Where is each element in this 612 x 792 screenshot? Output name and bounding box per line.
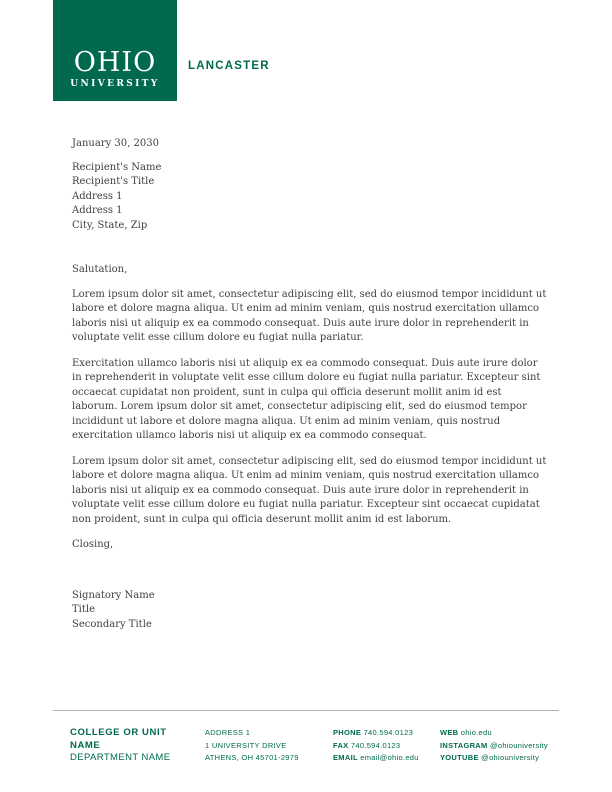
footer-org-column <box>70 727 200 765</box>
footer-online-column <box>440 727 560 765</box>
phone-label: PHONE <box>333 728 362 737</box>
paragraph-1: Lorem ipsum dolor sit amet, consectetur adipiscing elit, sed do eiusmod tempor incididunt ut labore et dolore magna aliqua. Ut enim ad minim veniam, quis nostrud exercitation ullamco laboris nisi ut aliquip ex ea commodo consequat. Duis aute irure dolor in reprehenderit in voluptate velit esse cillum dolore eu fugiat nulla pariatur. <box>72 288 547 343</box>
email-value: email@ohio.edu <box>360 753 419 763</box>
department-name: DEPARTMENT NAME <box>70 752 171 763</box>
recipient-address-line-1: Address 1 <box>72 190 123 202</box>
logo-wordmark-ohio: OHIO <box>73 47 157 78</box>
instagram-label: INSTAGRAM <box>440 740 488 750</box>
youtube-label: YOUTUBE <box>440 753 479 763</box>
recipient-title: Recipient's Title <box>72 176 155 187</box>
recipient-address-line-2: Address 1 <box>72 205 123 216</box>
fax-label: FAX <box>333 740 349 750</box>
footer-phone <box>333 727 433 740</box>
closing: Closing, <box>72 539 114 550</box>
logo-wordmark-university: UNIVERSITY <box>70 79 160 89</box>
paragraph-3: Lorem ipsum dolor sit amet, consectetur adipiscing elit, sed do eiusmod tempor incididunt ut labore et dolore magna aliqua. Ut enim ad minim veniam, quis nostrud exercitation ullamco laboris nisi ut aliquip ex ea commodo consequat. Duis aute irure dolor in reprehenderit in voluptate velit esse cillum dolore eu fugiat nulla pariatur. Excepteur sint occaecat cupidatat non proident, sunt in culpa qui officia deserunt mollit anim id est laborum. <box>72 455 547 525</box>
college-or-unit-name: COLLEGE OR UNIT NAME <box>70 727 167 751</box>
recipient-block <box>72 161 548 234</box>
letter-date: January 30, 2030 <box>72 138 159 149</box>
footer-address-line-1: ADDRESS 1 <box>205 728 251 737</box>
campus-name: LANCASTER <box>188 60 270 72</box>
recipient-city-state-zip: City, State, Zip <box>72 219 148 231</box>
paragraph-2: Exercitation ullamco laboris nisi ut aliquip ex ea commodo consequat. Duis aute irure dolor in reprehenderit in voluptate velit esse cillum dolore eu fugiat nulla pariatur. Excepteur sint occaecat cupidatat non proident, sunt in culpa qui officia deserunt mollit anim id est laborum. Lorem ipsum dolor sit amet, consectetur adipiscing elit, sed do eiusmod tempor incididunt ut labore et dolore magna aliqua. Ut enim ad minim veniam, quis nostrud exercitation ullamco laboris nisi ut aliquip ex ea commodo consequat. <box>72 357 541 441</box>
ohio-university-logo <box>53 0 177 101</box>
signatory-name: Signatory Name <box>72 589 155 601</box>
footer-instagram <box>440 740 560 753</box>
fax-value: 740.594.0123 <box>350 740 401 750</box>
footer-youtube <box>440 752 560 765</box>
footer-web <box>440 727 560 740</box>
email-label: EMAIL <box>333 753 358 763</box>
web-label: WEB <box>440 728 459 737</box>
footer-address-column <box>205 727 325 765</box>
signatory-secondary-title: Secondary Title <box>72 618 152 630</box>
recipient-name: Recipient's Name <box>72 161 162 173</box>
footer-address-line-2: 1 UNIVERSITY DRIVE <box>205 740 287 750</box>
footer-fax <box>333 740 433 753</box>
phone-value: 740.594.0123 <box>363 728 414 737</box>
youtube-value: @ohiouniversity <box>481 753 540 763</box>
footer-contact-column <box>333 727 433 765</box>
footer-email <box>333 752 433 765</box>
signature-block <box>72 589 548 633</box>
footer-address-line-3: ATHENS, OH 45701-2979 <box>205 753 299 763</box>
signatory-title: Title <box>72 604 96 615</box>
web-value: ohio.edu <box>460 728 492 737</box>
letter-body <box>72 137 548 632</box>
instagram-value: @ohiouniversity <box>489 740 548 750</box>
footer-divider <box>53 710 559 711</box>
salutation: Salutation, <box>72 264 128 275</box>
